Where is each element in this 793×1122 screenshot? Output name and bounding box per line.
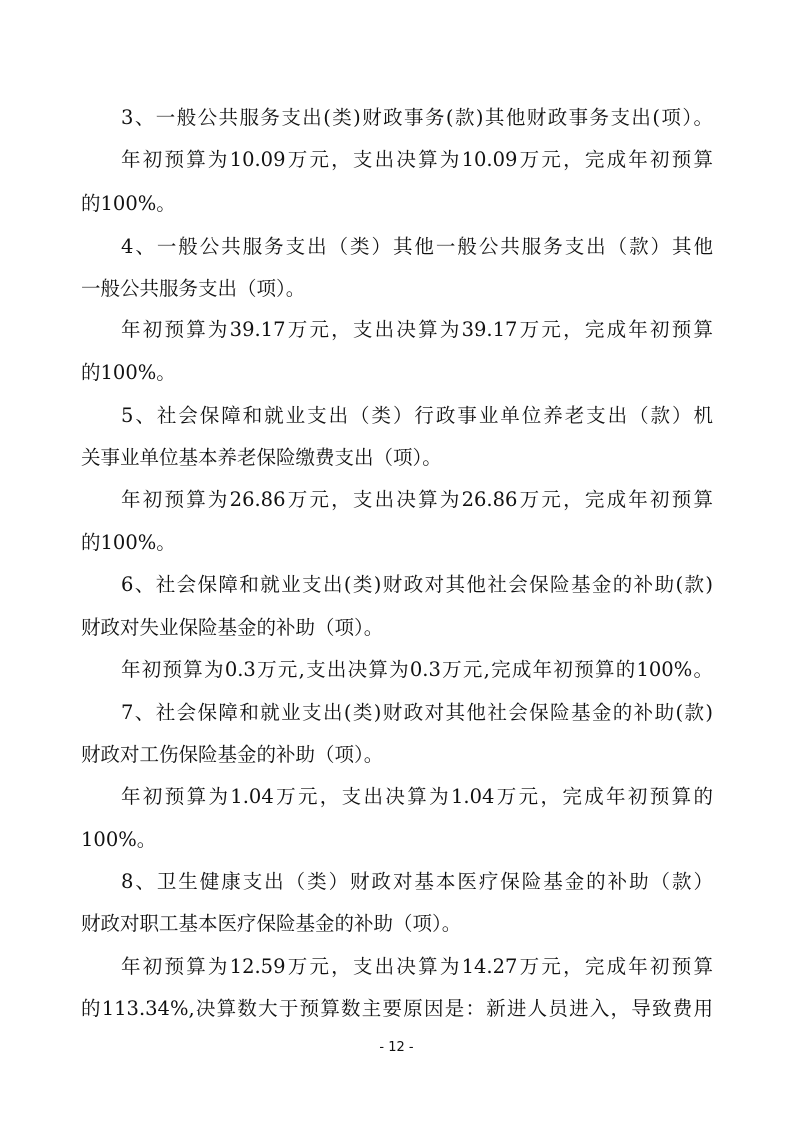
item-5-detail-line-1: 年初预算为26.86万元，支出决算为26.86万元，完成年初预算 [121,488,713,511]
item-4-detail-line-2: 的100%。 [81,361,176,384]
item-5-detail-line-2: 的100%。 [81,531,176,554]
item-8-heading-line-1: 8、卫生健康支出（类）财政对基本医疗保险基金的补助（款） [121,870,713,893]
item-6-heading-line-2: 财政对失业保险基金的补助（项）。 [81,616,384,639]
item-5-heading-line-2: 关事业单位基本养老保险缴费支出（项）。 [81,446,442,469]
item-4-detail-line-1: 年初预算为39.17万元，支出决算为39.17万元，完成年初预算 [121,318,713,341]
item-7-detail-line-1: 年初预算为1.04万元，支出决算为1.04万元，完成年初预算的 [121,785,713,808]
item-7-heading-line-1: 7、社会保障和就业支出(类)财政对其他社会保险基金的补助(款) [121,701,713,724]
item-7-heading-line-2: 财政对工伤保险基金的补助（项）。 [81,743,384,766]
item-3-detail-line-2: 的100%。 [81,192,176,215]
item-4-heading-line-2: 一般公共服务支出（项）。 [81,277,306,300]
item-6-heading-line-1: 6、社会保障和就业支出(类)财政对其他社会保险基金的补助(款) [121,573,713,596]
item-6-detail-line-1: 年初预算为0.3万元,支出决算为0.3万元,完成年初预算的100%。 [121,658,713,681]
page-number: - 12 - [379,1040,414,1055]
item-7-detail-line-2: 100%。 [81,828,157,851]
item-3-detail-line-1: 年初预算为10.09万元，支出决算为10.09万元，完成年初预算 [121,148,713,171]
item-8-detail-line-1: 年初预算为12.59万元，支出决算为14.27万元，完成年初预算 [121,955,713,978]
item-8-detail-line-2: 的113.34%,决算数大于预算数主要原因是：新进人员进入，导致费用 [81,997,713,1020]
item-8-heading-line-2: 财政对职工基本医疗保险基金的补助（项）。 [81,912,462,935]
item-5-heading-line-1: 5、社会保障和就业支出（类）行政事业单位养老支出（款）机 [121,404,713,427]
item-4-heading-line-1: 4、一般公共服务支出（类）其他一般公共服务支出（款）其他 [121,235,713,258]
item-3-heading-line-1: 3、一般公共服务支出(类)财政事务(款)其他财政事务支出(项）。 [121,106,713,129]
